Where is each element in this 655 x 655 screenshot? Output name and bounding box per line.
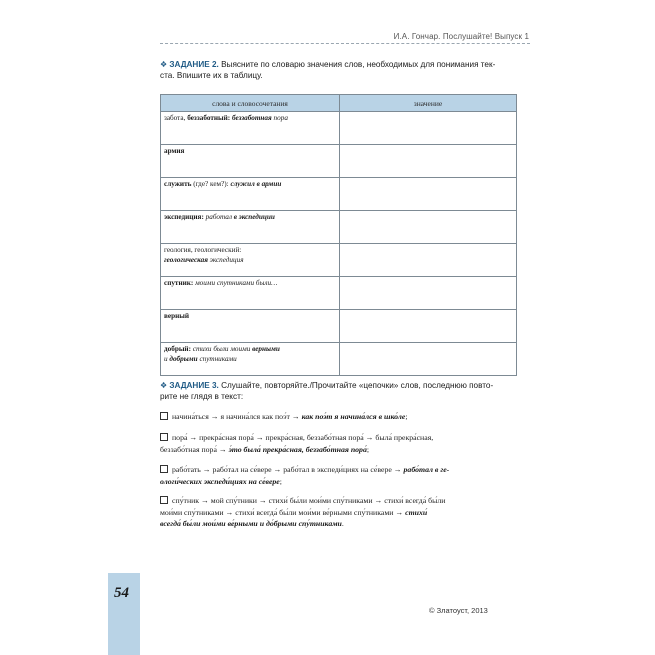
chain-text: начина́ться → я начина́лся как поэ́т → (172, 412, 302, 421)
cell-italic: геологическая (164, 255, 208, 264)
chain-final: ологи́ческих экспеди́циях на се́вере (160, 476, 280, 486)
table-header-meaning: значение (340, 95, 517, 112)
page-number: 54 (114, 585, 129, 601)
cell-text: моими спутниками были… (193, 279, 278, 287)
table-row (161, 178, 517, 211)
table-row (161, 277, 517, 310)
cell-bold: беззаботный: (187, 114, 231, 122)
cell-bold: армия (164, 147, 185, 155)
table-cell-word (161, 343, 340, 376)
task3-label: ЗАДАНИЕ 3. (169, 381, 219, 390)
cell-bold: экспедиция: (164, 213, 204, 221)
table-cell-meaning[interactable] (340, 244, 517, 277)
cell-italic: верными (252, 345, 280, 353)
vocabulary-table (160, 94, 517, 376)
cell-tail: экспедиция (207, 255, 244, 264)
chain-final: э́то была́ прекра́сная, беззабо́тная пора́ (228, 444, 367, 454)
table-cell-meaning[interactable] (340, 277, 517, 310)
cell-text: геология, геологический: (164, 246, 242, 254)
cell-italic: служил в армии (230, 180, 282, 188)
chain-final: всегда́ бы́ли мои́ми ве́рными и до́брыми спу́тниками (160, 519, 342, 528)
cell-italic: беззаботная (230, 114, 272, 122)
cell-tail: пора (271, 114, 288, 122)
table-header-row (161, 95, 517, 112)
cell-text: забота, (164, 114, 188, 122)
task3-instruction (160, 380, 530, 402)
running-head: И.А. Гончар. Послушайте! Выпуск 1 (393, 32, 529, 41)
table-cell-meaning[interactable] (340, 145, 517, 178)
table-row (161, 343, 517, 376)
chain-item (160, 495, 530, 530)
table-row (161, 244, 517, 277)
chain-text: пора́ → прекра́сная пора́ → прекра́сная, беззабо́тная пора́ → была́ прекра́сная, (172, 433, 434, 442)
task2-instruction (160, 59, 530, 81)
cell-text: (где? кем?): (191, 180, 231, 188)
cell-bold: служить (164, 180, 192, 188)
chain-final: как поэ́т я начина́лся в шко́ле (301, 412, 406, 421)
chain-punct: . (341, 519, 344, 528)
chain-item (160, 411, 530, 423)
checkbox-icon[interactable] (160, 412, 168, 420)
table-cell-meaning[interactable] (340, 178, 517, 211)
cell-bold: добрый: (164, 345, 191, 353)
checkbox-icon[interactable] (160, 433, 168, 441)
cell-text: работал (203, 213, 234, 221)
table-cell-meaning[interactable] (340, 343, 517, 376)
task2-text-line1: Выясните по словарю значения слов, необходимых для понимания тек- (221, 60, 496, 69)
table-cell-word (161, 244, 340, 277)
task3-text-line2: рите не глядя в текст: (160, 392, 244, 401)
table-row (161, 211, 517, 244)
chain-text: спу́тник → мой спу́тники → стихи́ бы́ли мои́ми спу́тниками → стихи́ всегда́ бы́ли (172, 496, 446, 505)
cell-text: стихи были моими (190, 345, 253, 353)
checkbox-icon[interactable] (160, 496, 168, 504)
table-cell-meaning[interactable] (340, 112, 517, 145)
table-row (161, 310, 517, 343)
table-row (161, 112, 517, 145)
table-cell-word (161, 112, 340, 145)
table-header-words: слова и словосочетания (161, 95, 340, 112)
cell-text: и (164, 354, 170, 363)
task3-text-line1: Слушайте, повторяйте./Прочитайте «цепочки» слов, последнюю повто- (221, 381, 494, 390)
diamond-bullet-icon: ❖ (160, 60, 168, 69)
task2-label: ЗАДАНИЕ 2. (169, 60, 219, 69)
chain-text: мои́ми спу́тниками → стихи́ всегда́ бы́ли мои́ми ве́рными спу́тниками → (160, 507, 406, 517)
table-cell-meaning[interactable] (340, 310, 517, 343)
diamond-bullet-icon: ❖ (160, 381, 168, 390)
cell-italic: добрыми (169, 354, 198, 363)
header-rule (160, 43, 530, 44)
table-row (161, 145, 517, 178)
table-cell-word (161, 145, 340, 178)
copyright: © Златоуст, 2013 (429, 606, 488, 615)
chain-punct: ; (366, 444, 370, 454)
table-cell-word (161, 277, 340, 310)
cell-italic: в экспедиции (233, 213, 275, 221)
cell-bold: верный (164, 312, 189, 320)
chain-item (160, 432, 530, 455)
table-cell-word (161, 211, 340, 244)
chain-final: рабо́тал в ге- (403, 465, 450, 474)
task2-text-line2: ста. Впишите их в таблицу. (160, 71, 263, 80)
table-cell-word (161, 178, 340, 211)
chain-item (160, 464, 530, 487)
cell-tail: спутниками (197, 354, 237, 363)
chain-final: стихи́ (405, 507, 428, 517)
table-cell-word (161, 310, 340, 343)
chain-text: рабо́тать → рабо́тал на се́вере → рабо́тал в экспеди́циях на се́вере → (172, 465, 404, 474)
chain-punct: ; (279, 476, 282, 486)
chain-text: беззабо́тная пора́ → (160, 444, 229, 454)
table-cell-meaning[interactable] (340, 211, 517, 244)
chain-punct: ; (405, 412, 408, 421)
cell-bold: спутник: (164, 279, 194, 287)
checkbox-icon[interactable] (160, 465, 168, 473)
